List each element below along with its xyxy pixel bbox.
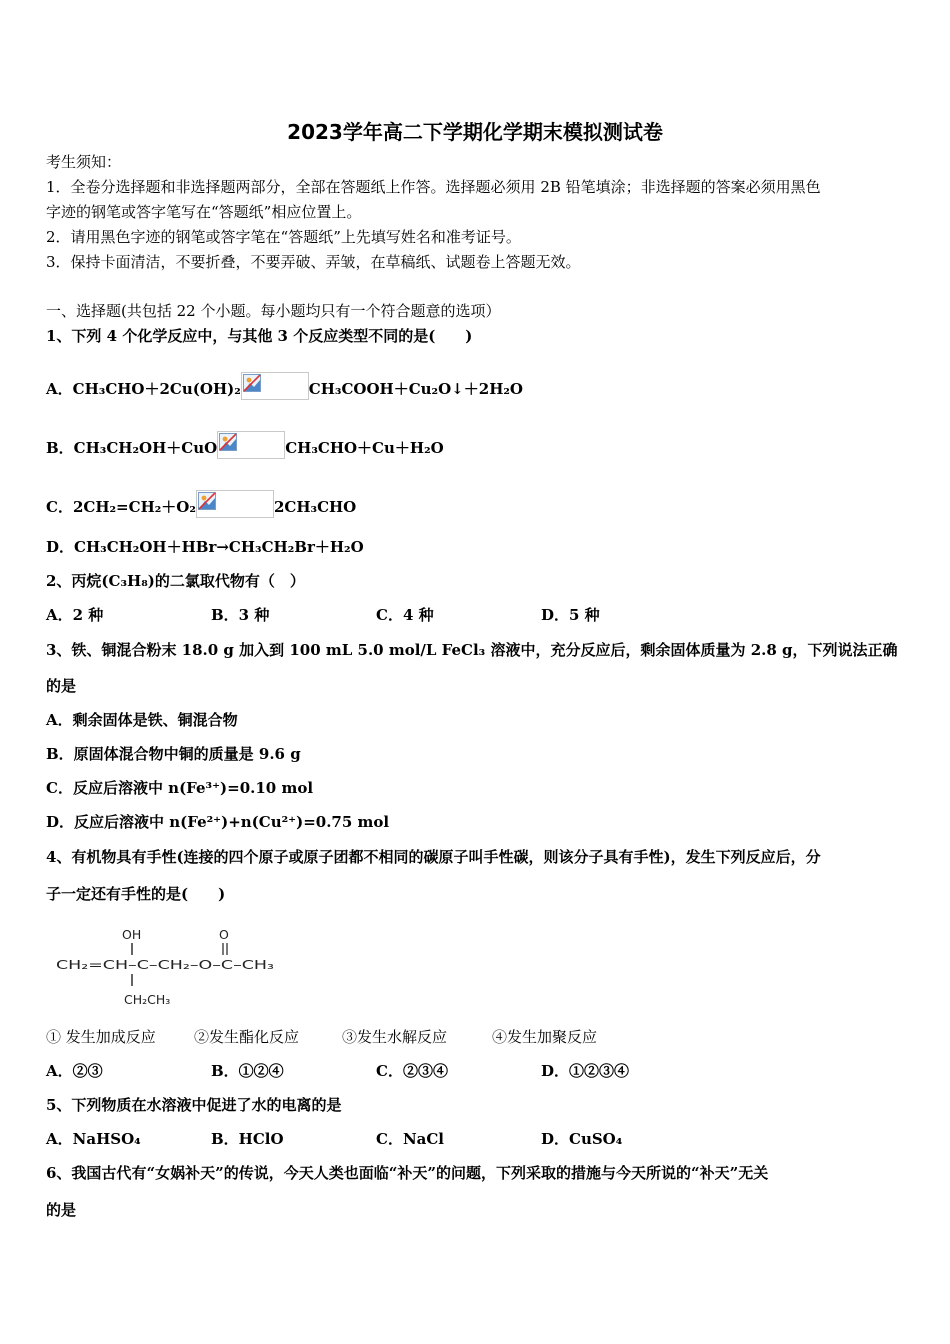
q1-option-c-reactants: C．2CH₂=CH₂＋O₂ <box>46 498 196 516</box>
q5-options <box>46 1129 706 1149</box>
structural-formula <box>52 924 282 1014</box>
q4-reactions <box>46 1027 597 1047</box>
q1-option-b-products: CH₃CHO＋Cu＋H₂O <box>285 439 444 457</box>
q4-options <box>46 1061 706 1081</box>
q3-option-a: A．剩余固体是铁、铜混合物 <box>46 711 238 729</box>
q1-option-c <box>46 490 356 518</box>
notice-line-1b: 字迹的钢笔或答字笔写在“答题纸”相应位置上。 <box>46 203 362 221</box>
q1-option-d: D．CH₃CH₂OH＋HBr→CH₃CH₂Br＋H₂O <box>46 538 364 556</box>
q5-stem: 5、下列物质在水溶液中促进了水的电离的是 <box>46 1096 342 1114</box>
q1-option-a <box>46 372 523 400</box>
q2-options <box>46 605 706 625</box>
notice-line-1a: 1．全卷分选择题和非选择题两部分，全部在答题纸上作答。选择题必须用 2B 铅笔填涂；非选择题的答案必须用黑色 <box>46 178 821 196</box>
q4-stem-line-2: 子一定还有手性的是( ) <box>46 885 226 903</box>
q4-option-d: D．①②③④ <box>541 1062 630 1080</box>
q1-option-c-products: 2CH₃CHO <box>273 498 357 516</box>
broken-image-icon <box>217 431 285 459</box>
q4-option-a: A．②③ <box>46 1062 103 1080</box>
structure-main-chain: CH₂=CH–C–CH₂–O–C–CH₃ <box>56 957 274 972</box>
q6-stem-line-1: 6、我国古代有“女娲补天”的传说，今天人类也面临“补天”的问题，下列采取的措施与今天所说的“补天”无关 <box>46 1164 769 1182</box>
q3-option-c: C．反应后溶液中 n(Fe³⁺)=0.10 mol <box>46 779 314 797</box>
q4-stem-line-1: 4、有机物具有手性(连接的四个原子或原子团都不相同的碳原子叫手性碳，则该分子具有手性)，发生下列反应后，分 <box>46 848 821 866</box>
q1-option-b-reactants: B．CH₃CH₂OH＋CuO <box>46 439 218 457</box>
q3-option-d: D．反应后溶液中 n(Fe²⁺)+n(Cu²⁺)=0.75 mol <box>46 813 390 831</box>
q4-option-c: C．②③④ <box>376 1062 448 1080</box>
q4-reaction-4: ④发生加聚反应 <box>492 1028 598 1046</box>
page-title: 2023学年高二下学期化学期末模拟测试卷 <box>287 120 663 144</box>
q2-option-d: D．5 种 <box>541 606 600 624</box>
q4-reaction-3: ③发生水解反应 <box>342 1028 448 1046</box>
q5-option-d: D．CuSO₄ <box>541 1130 623 1148</box>
notice-line-3: 3．保持卡面清洁，不要折叠，不要弄破、弄皱，在草稿纸、试题卷上答题无效。 <box>46 253 581 271</box>
q5-option-a: A．NaHSO₄ <box>46 1130 141 1148</box>
q1-stem: 1、下列 4 个化学反应中，与其他 3 个反应类型不同的是( ) <box>46 327 473 345</box>
notice-heading: 考生须知： <box>46 153 122 171</box>
q3-option-b: B．原固体混合物中铜的质量是 9.6 g <box>46 745 301 763</box>
q4-option-b: B．①②④ <box>211 1062 284 1080</box>
section-heading: 一、选择题(共包括 22 个小题。每小题均只有一个符合题意的选项） <box>46 302 501 320</box>
structure-oh-label: OH <box>122 927 142 942</box>
broken-image-icon <box>241 372 309 400</box>
q4-reaction-1: ① 发生加成反应 <box>46 1028 156 1046</box>
q6-stem-line-2: 的是 <box>46 1201 77 1219</box>
q1-option-b <box>46 431 444 459</box>
q1-option-a-products: CH₃COOH＋Cu₂O↓＋2H₂O <box>308 380 524 398</box>
q2-option-c: C．4 种 <box>376 606 434 624</box>
broken-image-icon <box>196 490 274 518</box>
q2-option-b: B．3 种 <box>211 606 270 624</box>
q4-reaction-2: ②发生酯化反应 <box>194 1028 300 1046</box>
q2-option-a: A．2 种 <box>46 606 104 624</box>
q2-stem: 2、丙烷(C₃H₈)的二氯取代物有（ ） <box>46 572 305 590</box>
structure-o-label: O <box>219 927 229 942</box>
structure-ethyl-group: CH₂CH₃ <box>124 992 171 1007</box>
q5-option-b: B．HClO <box>211 1130 284 1148</box>
q3-stem-line-2: 的是 <box>46 677 77 695</box>
q1-option-a-reactants: A．CH₃CHO＋2Cu(OH)₂ <box>46 380 241 398</box>
notice-line-2: 2．请用黑色字迹的钢笔或答字笔在“答题纸”上先填写姓名和准考证号。 <box>46 228 521 246</box>
q3-stem-line-1: 3、铁、铜混合粉末 18.0 g 加入到 100 mL 5.0 mol/L FeCl₃ 溶液中，充分反应后，剩余固体质量为 2.8 g，下列说法正确 <box>46 641 898 659</box>
q5-option-c: C．NaCl <box>376 1130 445 1148</box>
